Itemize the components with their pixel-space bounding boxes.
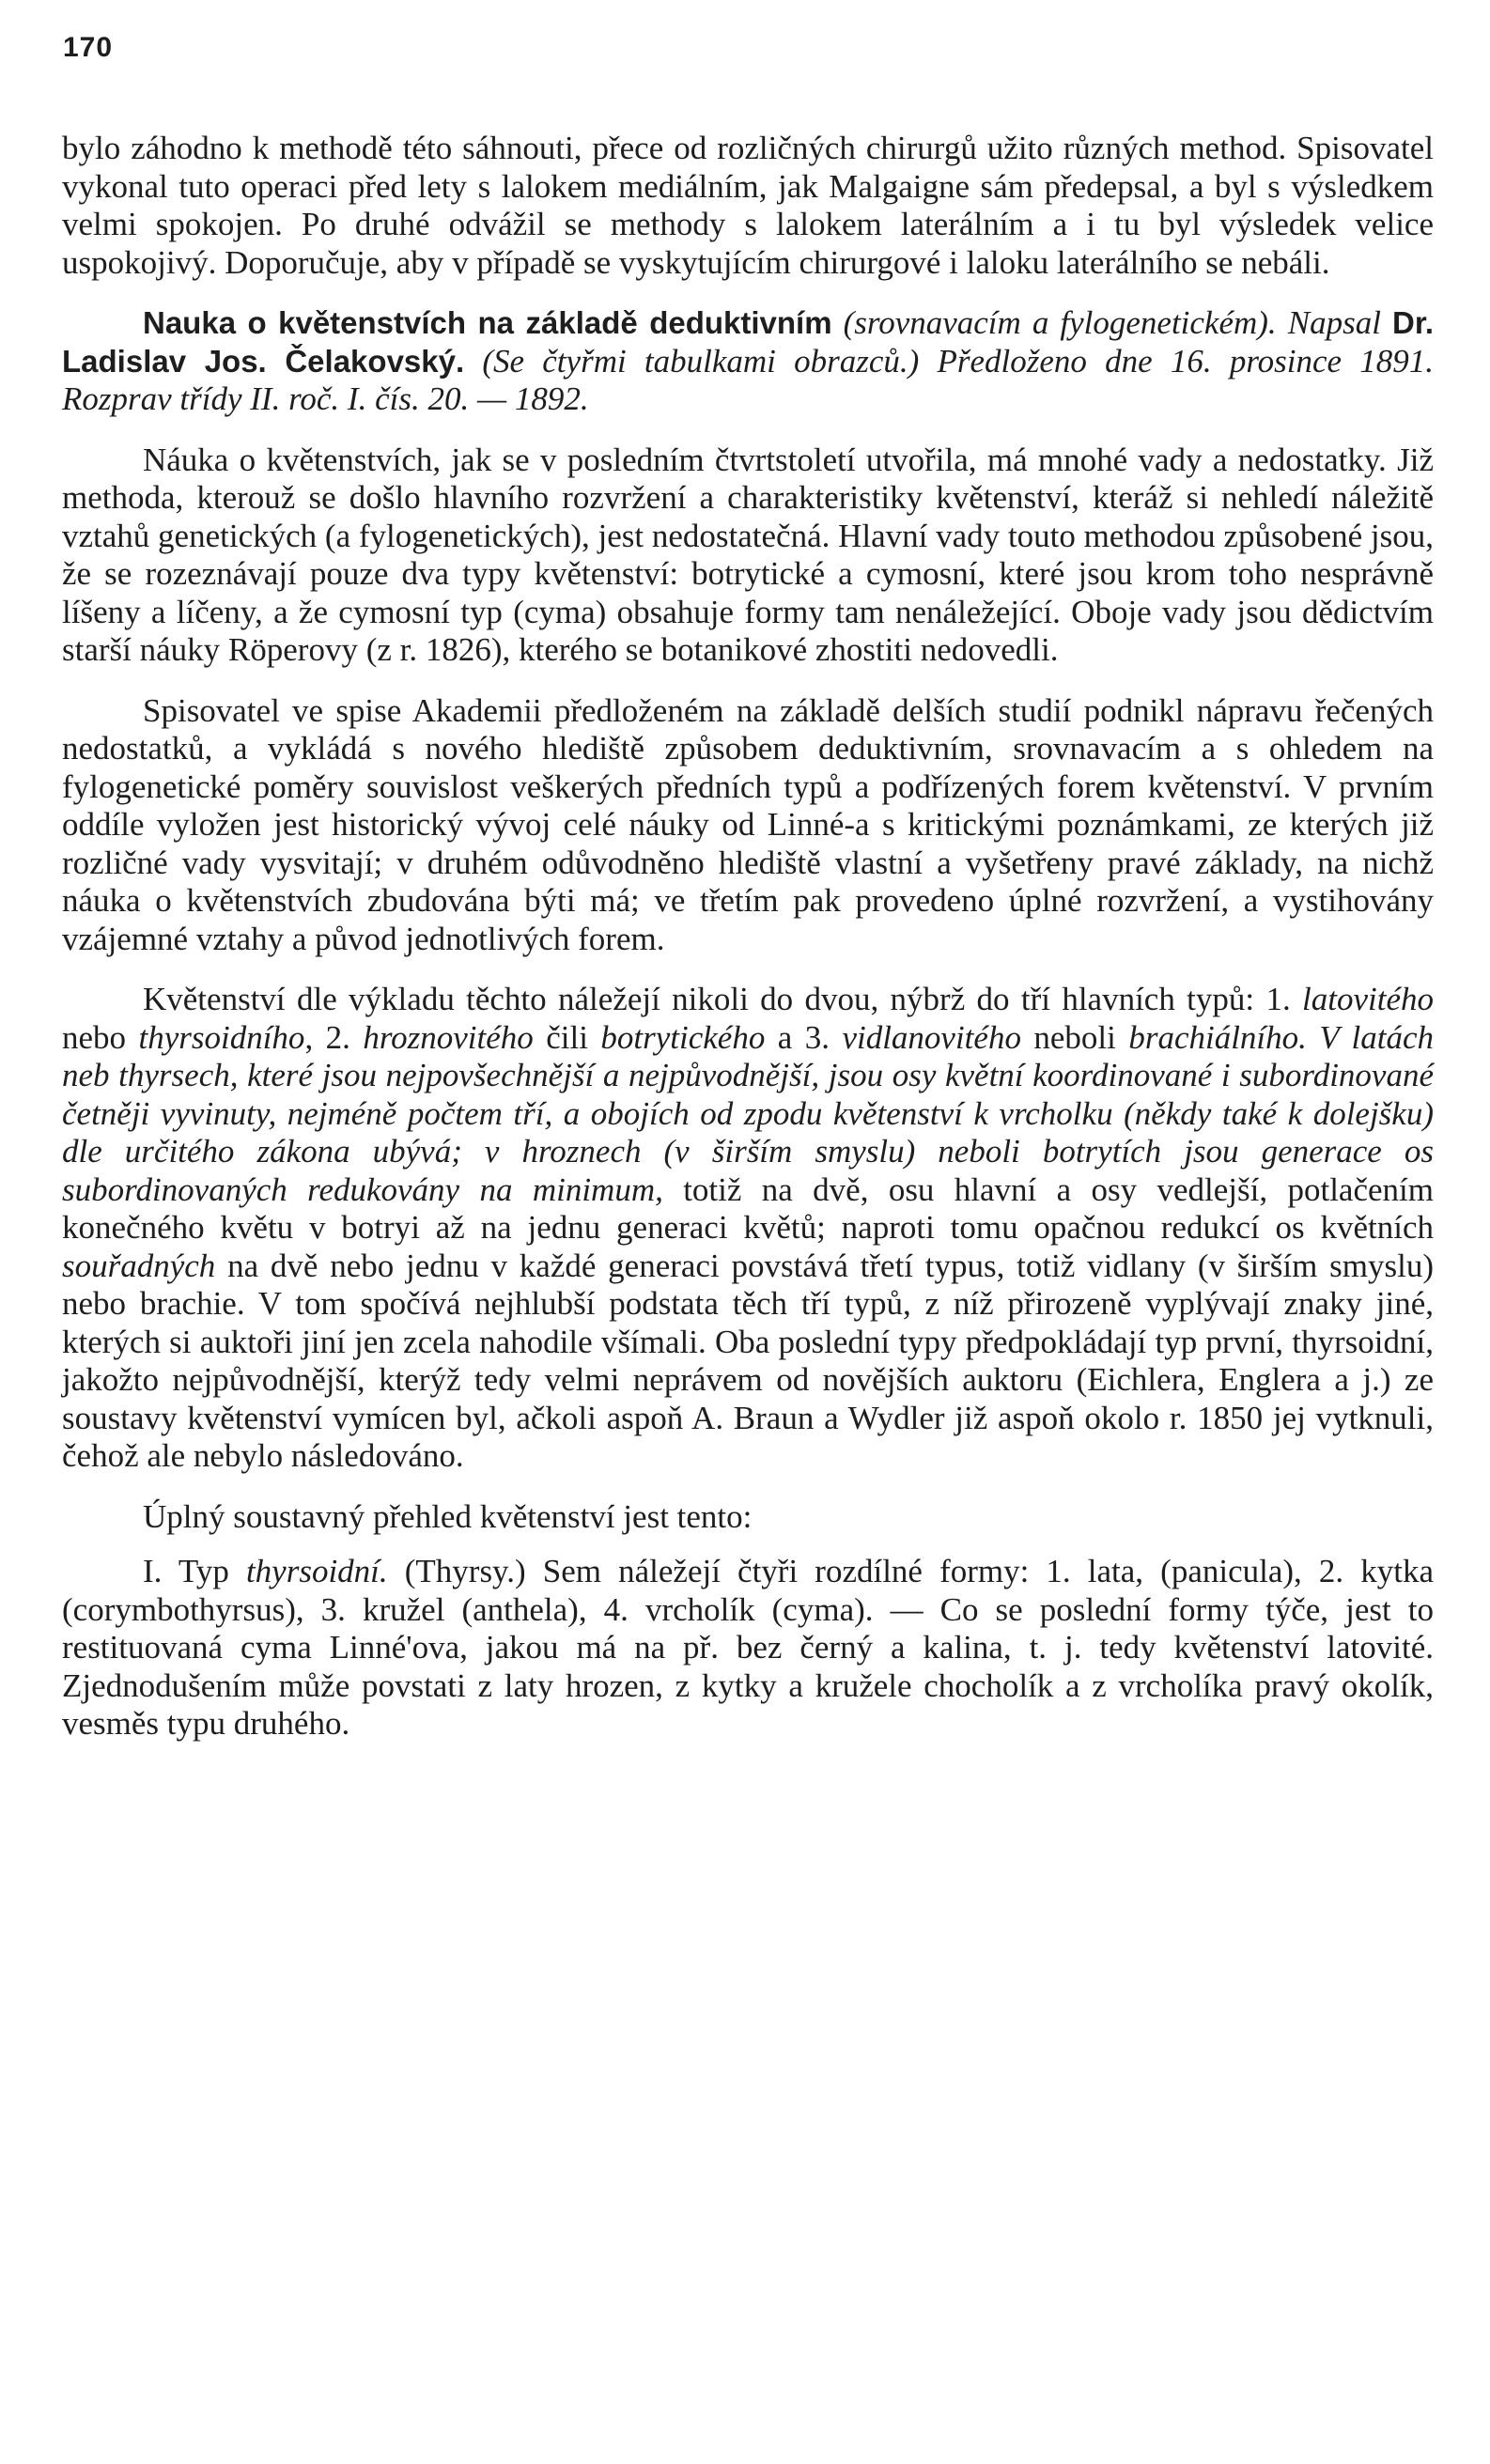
term-thyrsoidni: thyrsoidního: [138, 1018, 305, 1056]
napsal-label: Napsal: [1287, 304, 1381, 341]
intro-paragraph: bylo záhodno k methodě této sáhnouti, přece od rozličných chirurgů užito různých method. Spisovatel vykonal tuto operaci před lety s lalokem mediálním, jak Malgaigne sám předepsal, a byl s výsledkem velmi spokojen. Po druhé odvážil se methody s lalokem laterálním a i tu byl výsledek velice uspokojivý. Doporučuje, aby v případě se vyskytujícím chirurgové i laloku laterálního se nebáli.: [62, 130, 1434, 281]
paragraph-1: Náuka o květenstvích, jak se v posledním čtvrtstoletí utvořila, má mnohé vady a nedostatky. Již methoda, kterouž se došlo hlavního rozvržení a charakteristiky květenství, kteráž si nehledí náležitě vztahů genetických (a fylogenetických), jest nedostatečná. Hlavní vady touto methodou způsobené jsou, že se rozeznávají pouze dva typy květenství: botrytické a cymosní, které jsou krom toho nesprávně líšeny a líčeny, a že cymosní typ (cyma) obsahuje formy tam nenáležející. Oboje vady jsou dědictvím starší náuky Röperovy (z r. 1826), kterého se botanikové zhostiti nedovedli.: [62, 441, 1434, 668]
term-botryticky: botrytického: [600, 1018, 766, 1056]
text-run: nebo: [62, 1018, 139, 1056]
term-brachialni: brachiálního: [1128, 1018, 1299, 1056]
text-run: Květenství dle výkladu těchto náležejí nikoli do dvou, nýbrž do tří hlavních typů: 1.: [143, 981, 1303, 1017]
term-latovity: latovitého: [1302, 981, 1434, 1017]
page-body: [62, 130, 1434, 1766]
term-vidlanovity: vidlanovitého: [842, 1018, 1021, 1056]
text-run: totiž na dvě, osu hlavní a osy vedlejší, potlačením konečného květu v botryi až na jednu generaci květů; naproti tomu opačnou redukcí os květních: [62, 1170, 1434, 1246]
term-souradnych: souřadných: [62, 1247, 216, 1284]
page-number: 170: [63, 32, 114, 63]
article-heading: [62, 304, 1434, 419]
text-run-italic: . V latách neb thyrsech, které jsou nejpovšechnější a nejpůvodnější, jsou osy květní koordinované i subordinované četněji vyvinuty, nejméně počtem tří, a obojích od zpodu květenství k vrcholku (někdy také k dolejšku) dle určitého zákona ubývá; v hroznech (v širším smyslu) neboli botrytích jsou generace os subordinovaných redukovány na minimum,: [62, 1018, 1435, 1208]
article-title: Nauka o květenstvích na základě deduktivním: [143, 305, 832, 340]
text-run: I. Typ: [143, 1553, 246, 1589]
paragraph-4: Úplný soustavný přehled květenství jest tento:: [143, 1497, 753, 1535]
article-subtitle: (srovnavacím a fylogenetickém).: [843, 304, 1277, 341]
term-thyrsoidni-typ: thyrsoidní.: [245, 1553, 388, 1589]
paragraph-2: Spisovatel ve spise Akademii předloženém na základě delších studií podnikl nápravu řečených nedostatků, a vykládá s nového hlediště způsobem deduktivním, srovnavacím a s ohledem na fylogenetické poměry souvislost veškerých předních typů a podřízených forem květenství. V prvním oddíle vyložen jest historický vývoj celé náuky od Linné-a s kritickými poznámkami, ze kterých již rozličné vady vysvitají; v druhém odůvodněno hlediště vlastní a vyšetřeny pravé základy, na nichž náuka o květenstvích zbudována býti má; ve třetím pak provedeno úplné rozvržení, a vystihovány vzájemné vztahy a původ jednotlivých forem.: [62, 691, 1434, 957]
text-run: (Thyrsy.) Sem náležejí čtyři rozdílné formy: 1. lata, (panicula), 2. kytka (corymbothyrsus), 3. kružel (anthela), 4. vrcholík (cyma). — Co se poslední formy týče, jest to restituovaná cyma Linné'ova, jakou má na př. bez černý a kalina, t. j. tedy květenství latovité. Zjednodušením může povstati z laty hrozen, z kytky a kružele chocholík a z vrcholíka pravý okolík, vesměs typu druhého.: [62, 1553, 1435, 1742]
text-run: , 2.: [304, 1018, 364, 1056]
article-author: Dr. Ladislav Jos. Čelakovský.: [62, 305, 1435, 379]
article-note: (Se čtyřmi tabulkami obrazců.) Předloženo dne 16. prosince 1891. Rozprav třídy II. roč. I. čís. 20. — 1892.: [62, 342, 1435, 417]
paragraph-5: [62, 1553, 1434, 1743]
text-run: a 3.: [765, 1018, 843, 1056]
text-run: čili: [533, 1018, 601, 1056]
paragraph-3: [62, 981, 1434, 1476]
text-run: neboli: [1020, 1018, 1129, 1056]
text-run: na dvě nebo jednu v každé generaci povstává třetí typus, totiž vidlany (v širším smyslu) nebo brachie. V tom spočívá nejhlubší podstata těch tří typů, z níž přirozeně vyplývají znaky jiné, kterých si auktoři jiní jen zcela nahodile všímali. Oba poslední typy předpokládají typ první, thyrsoidní, jakožto nejpůvodnější, kterýž tedy velmi neprávem od novějších auktoru (Eichlera, Englera a j.) ze soustavy květenství vymícen byl, ačkoli aspoň A. Braun a Wydler již aspoň okolo r. 1850 jej vytknuli, čehož ale nebylo následováno.: [62, 1247, 1434, 1474]
term-hroznovity: hroznovitého: [363, 1018, 534, 1056]
